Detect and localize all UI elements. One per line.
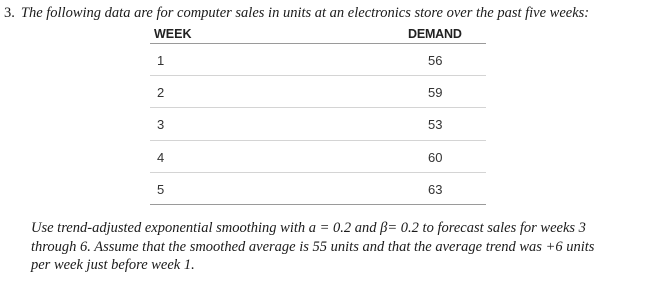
instructions-paragraph	[31, 219, 641, 275]
demand-table	[150, 27, 486, 205]
table-row	[150, 44, 486, 76]
header-week: WEEK	[154, 27, 192, 41]
demand-cell: 59	[428, 85, 443, 101]
table-header	[150, 27, 486, 44]
instructions-line: Use trend-adjusted exponential smoothing with a = 0.2 and β= 0.2 to forecast sales for weeks 3	[31, 220, 586, 236]
table-row	[150, 173, 486, 205]
question-line	[4, 5, 589, 22]
instructions-line: through 6. Assume that the smoothed average is 55 units and that the average trend was +6 units	[31, 238, 595, 255]
week-cell: 2	[157, 85, 165, 101]
table-row	[150, 108, 486, 140]
demand-cell: 56	[428, 53, 443, 68]
week-cell: 3	[157, 117, 165, 133]
week-cell: 5	[157, 181, 165, 197]
demand-cell: 63	[428, 181, 443, 197]
table-row	[150, 141, 486, 173]
week-cell: 1	[157, 53, 165, 68]
question-number: 3.	[4, 5, 15, 21]
question-text: The following data are for computer sales in units at an electronics store over the past five weeks:	[20, 5, 590, 21]
week-cell: 4	[157, 149, 165, 165]
demand-cell: 53	[428, 117, 443, 133]
table-row	[150, 76, 486, 108]
instructions-line: per week just before week 1.	[31, 257, 195, 273]
header-demand: DEMAND	[408, 27, 462, 41]
demand-cell: 60	[428, 149, 443, 165]
